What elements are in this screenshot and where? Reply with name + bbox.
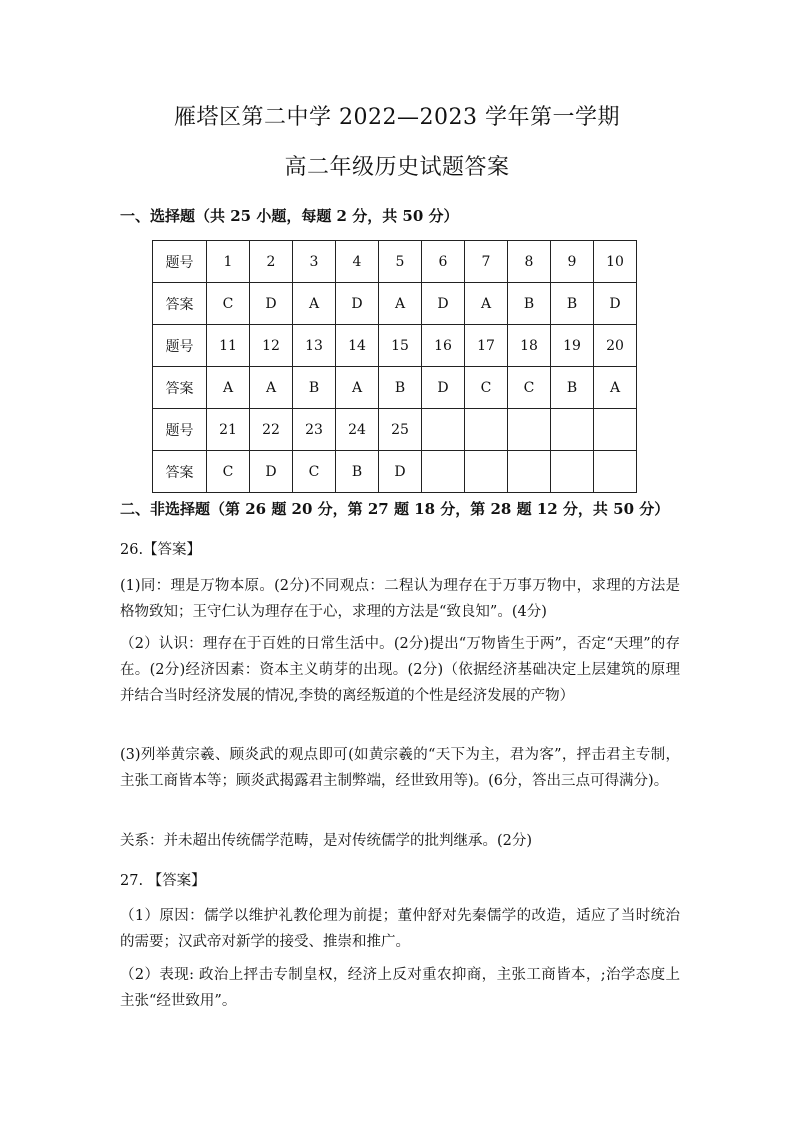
table-cell: B xyxy=(508,283,551,325)
answer-table xyxy=(152,240,637,493)
table-cell: 4 xyxy=(336,241,379,283)
table-cell: 21 xyxy=(207,409,250,451)
table-cell: 2 xyxy=(250,241,293,283)
table-cell: 1 xyxy=(207,241,250,283)
table-cell: 3 xyxy=(293,241,336,283)
section-heading-choice: 一、选择题（共 25 小题，每题 2 分，共 50 分） xyxy=(120,207,459,225)
question-26-heading: 26.【答案】 xyxy=(120,542,202,558)
table-cell: 8 xyxy=(508,241,551,283)
table-cell: 13 xyxy=(293,325,336,367)
table-cell: 10 xyxy=(594,241,637,283)
table-cell: 11 xyxy=(207,325,250,367)
table-cell: A xyxy=(250,367,293,409)
table-cell xyxy=(594,451,637,493)
table-cell: 18 xyxy=(508,325,551,367)
question-27-part2: （2）表现: 政治上抨击专制皇权，经济上反对重农抑商，主张工商皆本，;治学态度上主张“经世致用”。 xyxy=(120,967,680,1009)
question-27-part1: （1）原因：儒学以维护礼教伦理为前提；董仲舒对先秦儒学的改造，适应了当时统治的需要；汉武帝对新学的接受、推崇和推广。 xyxy=(120,908,680,950)
table-row xyxy=(153,451,637,493)
table-row-header: 答案 xyxy=(153,283,207,325)
table-cell: C xyxy=(508,367,551,409)
table-cell: 23 xyxy=(293,409,336,451)
table-cell: B xyxy=(336,451,379,493)
table-cell: B xyxy=(379,367,422,409)
table-cell: 25 xyxy=(379,409,422,451)
table-cell: A xyxy=(336,367,379,409)
table-cell: 15 xyxy=(379,325,422,367)
table-row-header: 答案 xyxy=(153,367,207,409)
table-cell: D xyxy=(422,283,465,325)
table-cell: A xyxy=(594,367,637,409)
table-cell: D xyxy=(379,451,422,493)
table-cell xyxy=(594,409,637,451)
table-cell: C xyxy=(293,451,336,493)
table-cell xyxy=(551,451,594,493)
table-cell: A xyxy=(207,367,250,409)
table-cell: D xyxy=(250,451,293,493)
table-cell: A xyxy=(293,283,336,325)
table-cell xyxy=(465,409,508,451)
table-cell xyxy=(422,409,465,451)
table-cell: 17 xyxy=(465,325,508,367)
table-cell: D xyxy=(422,367,465,409)
table-cell: 9 xyxy=(551,241,594,283)
table-cell: 14 xyxy=(336,325,379,367)
table-cell: B xyxy=(293,367,336,409)
table-cell: 6 xyxy=(422,241,465,283)
table-row xyxy=(153,409,637,451)
table-row-header: 题号 xyxy=(153,409,207,451)
table-cell xyxy=(465,451,508,493)
document-subtitle: 高二年级历史试题答案 xyxy=(284,155,510,180)
section-heading-nonchoice: 二、非选择题（第 26 题 20 分，第 27 题 18 分，第 28 题 12 分，共 50 分） xyxy=(120,500,670,518)
table-row-header: 答案 xyxy=(153,451,207,493)
table-cell xyxy=(422,451,465,493)
table-cell: 16 xyxy=(422,325,465,367)
table-cell: 5 xyxy=(379,241,422,283)
table-row xyxy=(153,241,637,283)
table-cell: A xyxy=(465,283,508,325)
question-26-relation: 关系：并未超出传统儒学范畴，是对传统儒学的批判继承。(2分) xyxy=(120,833,533,849)
table-row-header: 题号 xyxy=(153,325,207,367)
table-cell: 12 xyxy=(250,325,293,367)
table-cell xyxy=(508,409,551,451)
table-cell: C xyxy=(465,367,508,409)
question-26-part1: (1)同：理是万物本原。(2分)不同观点：二程认为理存在于万事万物中，求理的方法是格物致知；王守仁认为理存在于心，求理的方法是“致良知”。(4分) xyxy=(120,578,680,620)
table-cell: 20 xyxy=(594,325,637,367)
table-cell: B xyxy=(551,367,594,409)
table-cell: D xyxy=(594,283,637,325)
table-row xyxy=(153,367,637,409)
table-cell xyxy=(551,409,594,451)
table-cell: 22 xyxy=(250,409,293,451)
table-cell: C xyxy=(207,451,250,493)
table-row xyxy=(153,283,637,325)
document-title: 雁塔区第二中学 2022—2023 学年第一学期 xyxy=(174,105,620,130)
table-cell: D xyxy=(250,283,293,325)
table-cell: 19 xyxy=(551,325,594,367)
question-26-part3: (3)列举黄宗羲、顾炎武的观点即可(如黄宗羲的“天下为主，君为客”，抨击君主专制，主张工商皆本等；顾炎武揭露君主制弊端，经世致用等)。(6分，答出三点可得满分)。 xyxy=(120,747,680,789)
question-26-part2: （2）认识：理存在于百姓的日常生活中。(2分)提出“万物皆生于两”，否定“天理”的存在。(2分)经济因素：资本主义萌芽的出现。(2分)（依据经济基础决定上层建筑的原理并结合当时经济发展的情况,李贽的离经叛道的个性是经济发展的产物） xyxy=(120,636,680,704)
table-cell: B xyxy=(551,283,594,325)
question-27-heading: 27. 【答案】 xyxy=(120,873,206,889)
table-cell: 7 xyxy=(465,241,508,283)
table-cell: A xyxy=(379,283,422,325)
table-cell: 24 xyxy=(336,409,379,451)
table-row xyxy=(153,325,637,367)
table-cell xyxy=(508,451,551,493)
table-cell: D xyxy=(336,283,379,325)
table-cell: C xyxy=(207,283,250,325)
table-row-header: 题号 xyxy=(153,241,207,283)
